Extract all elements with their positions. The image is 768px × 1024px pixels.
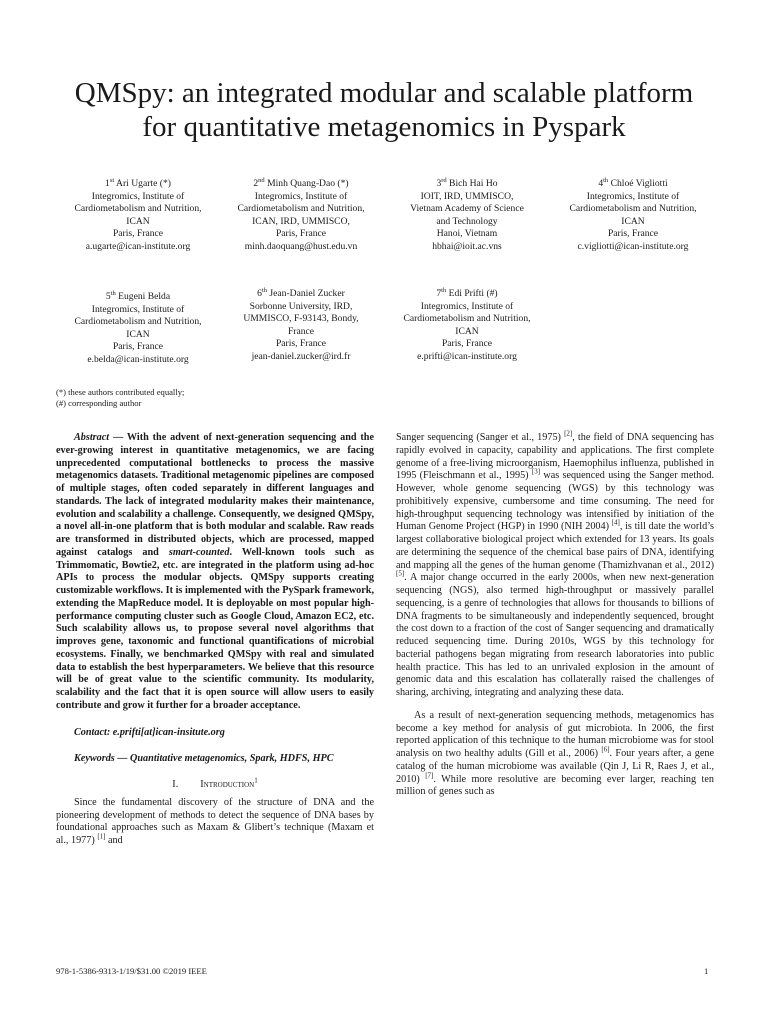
author-name: 2nd Minh Quang-Dao (*) — [253, 176, 349, 189]
author-email: minh.daoquang@hust.edu.vn — [244, 240, 358, 252]
affiliation-line: ICAN — [126, 215, 150, 227]
author-name: 6th Jean-Daniel Zucker — [257, 286, 345, 299]
abstract: Abstract — With the advent of next-generation sequencing and the ever-growing interest in quantitative metagenomics, we are facing unprecedented computational bottlenecks to process the massive metagenomics datasets. Traditional metagenomic pipelines are composed of multiple stages, often coded separately in different languages and standards. The lack of integrated modularity makes their maintenance, evolution and scalability a challenge. Consequently, we designed QMSpy, a novel all-in-one platform that is both modular and scalable. Raw reads are transformed in distributed objects, which are processed, mapped against catalogs and smart-counted. Well-known tools such as Trimmomatic, Bowtie2, etc. are integrated in the platform using ad-hoc APIs to process the modular objects. QMSpy supports creating customizable workflows. It is implemented with the PySpark framework, extending the MapReduce model. It is deployable on most popular high-performance computing cluster such as Google Cloud, Amazon EC2, etc. Such scalability allows us, to propose several novel algorithms that improves gene, taxonomic and functional quantifications of microbial ecosystems. Finally, we benchmarked QMSpy with real and simulated data to establish the best hyperparameters. We believe that this resource will be of great value to the scientific community. Its modularity, scalability and the fact that it is open source will allow users to easily contribute and grow it further for a broader acceptance. — [56, 432, 374, 711]
author-email: e.prifti@ican-institute.org — [417, 350, 517, 362]
author-email: a.ugarte@ican-institute.org — [85, 240, 191, 252]
affiliation-line: Paris, France — [275, 228, 327, 240]
author-name: 3rd Bich Hai Ho — [436, 176, 498, 189]
author-name: 1st Ari Ugarte (*) — [105, 176, 171, 189]
right-column — [396, 429, 714, 799]
affiliation-line: Paris, France — [441, 338, 493, 350]
affiliation-line: Hanoi, Vietnam — [436, 228, 498, 240]
affiliation-line: Integromics, Institute of — [586, 190, 680, 202]
body-paragraph: Sanger sequencing (Sanger et al., 1975) [2], the field of DNA sequencing has rapidly evolved in capacity, capability and applications. The first complete genome of a free-living microorganism, Haemophilus influenza, published in 1995 (Fleischmann et al., 1995) [3] was sequenced using the Sanger method. However, whole genome sequencing (WGS) by this technology was prohibitively expensive, cumbersome and time consuming. The need for high-throughput sequencing technology was intensified by initiation of the Human Genome Project (HGP) in 1990 (NIH 2004) [4], is till date the world’s largest collaborative biological project which extended for 13 years. Its goals are determining the sequence of the chemical base pairs of DNA, identifying and mapping all the genes of the human genome (Thamizhvanan et al., 2012) [5]. A major change occurred in the early 2000s, when new next-generation sequencing (NGS), also termed high-throughput or massively parallel sequencing, is a genre of technologies that allows for thousands to billions of DNA fragments to be simultaneously and independently sequenced, brought the cost down to a fraction of the cost of Sanger sequencing and dramatically reduced sequencing time. During 2010s, WGS by this technology for bacterial pathogens began migrating from research laboratories into public health practice. This has led to an unrivaled explosion in the amount of genomic data and this escalation has collaterally raised the challenges of sharing, archiving, integrating and analyzing these data. — [396, 429, 714, 698]
author-name: 5th Eugeni Belda — [105, 289, 171, 302]
author-name: 7th Edi Prifti (#) — [436, 286, 498, 299]
affiliation-line: UMMISCO, F-93143, Bondy, — [243, 313, 359, 325]
author-email: e.belda@ican-institute.org — [87, 353, 189, 365]
page-number: 1 — [704, 966, 709, 976]
author-email: c.vigliotti@ican-institute.org — [577, 240, 689, 252]
author-email: jean-daniel.zucker@ird.fr — [251, 350, 351, 362]
intro-paragraph: Since the fundamental discovery of the structure of DNA and the pioneering development of methods to detect the sequence of DNA bases by foundational approaches such as Maxam & Glibert’s technique (Maxam et al., 1977) [1] and — [56, 796, 374, 846]
note-corresponding: (#) corresponding author — [56, 398, 142, 409]
affiliation-line: Cardiometabolism and Nutrition, — [74, 203, 202, 215]
author-name: 4th Chloé Vigliotti — [598, 176, 668, 189]
section-heading-introduction: I. Introduction$^1$ — [172, 776, 258, 790]
title-line-1: QMSpy: an integrated modular and scalable platform — [74, 77, 694, 109]
left-column — [56, 432, 374, 848]
footer-copyright: 978-1-5386-9313-1/19/$31.00 ©2019 IEEE — [56, 966, 207, 976]
author-block — [388, 178, 546, 254]
abstract-label: Abstract — [74, 432, 110, 443]
title-line-2: for quantitative metagenomics in Pyspark — [142, 111, 626, 143]
affiliation-line: Paris, France — [112, 341, 164, 353]
affiliation-line: Integromics, Institute of — [91, 303, 185, 315]
affiliation-line: Cardiometabolism and Nutrition, — [74, 316, 202, 328]
affiliation-line: Sorbonne University, IRD, — [249, 300, 353, 312]
contact-line: Contact: e.prifti[at]ican-insitute.org — [74, 726, 225, 738]
affiliation-line: ICAN — [455, 325, 479, 337]
author-email: hbhai@ioit.ac.vns — [432, 240, 502, 252]
affiliation-line: ICAN — [621, 215, 645, 227]
affiliation-line: Cardiometabolism and Nutrition, — [403, 313, 531, 325]
note-equal-contribution: (*) these authors contributed equally; — [56, 387, 185, 397]
affiliation-line: Vietnam Academy of Science — [410, 203, 524, 215]
affiliation-line: ICAN, IRD, UMMISCO, — [252, 215, 350, 227]
affiliation-line: Cardiometabolism and Nutrition, — [569, 203, 697, 215]
author-block — [58, 291, 218, 367]
body-paragraph: As a result of next-generation sequencing methods, metagenomics has become a key method for analysis of gut microbiota. In 2006, the first reported application of this technique to the human microbiome was for stool analysis on two healthy adults (Gill et al., 2006) [6]. Four years after, a gene catalog of the human microbiome was available (Qin J, Li R, Raes J, et al., 2010) [7]. While more resolutive are becoming ever larger, reaching ten million of genes such as — [396, 709, 714, 798]
affiliation-line: ICAN — [126, 328, 150, 340]
author-block — [58, 178, 218, 254]
affiliation-line: France — [287, 325, 315, 337]
affiliation-line: Paris, France — [112, 228, 164, 240]
affiliation-line: and Technology — [436, 215, 498, 227]
author-notes — [56, 387, 184, 410]
author-block — [222, 288, 380, 364]
affiliation-line: Cardiometabolism and Nutrition, — [237, 203, 365, 215]
affiliation-line: IOIT, IRD, UMMISCO, — [420, 190, 514, 202]
author-block — [222, 178, 380, 254]
paper-title — [40, 76, 728, 144]
affiliation-line: Integromics, Institute of — [420, 300, 514, 312]
author-block — [552, 178, 714, 254]
affiliation-line: Integromics, Institute of — [254, 190, 348, 202]
author-block — [388, 288, 546, 364]
keywords-line: Keywords — Quantitative metagenomics, Spark, HDFS, HPC — [74, 753, 334, 765]
affiliation-line: Paris, France — [275, 338, 327, 350]
affiliation-line: Paris, France — [607, 228, 659, 240]
affiliation-line: Integromics, Institute of — [91, 190, 185, 202]
